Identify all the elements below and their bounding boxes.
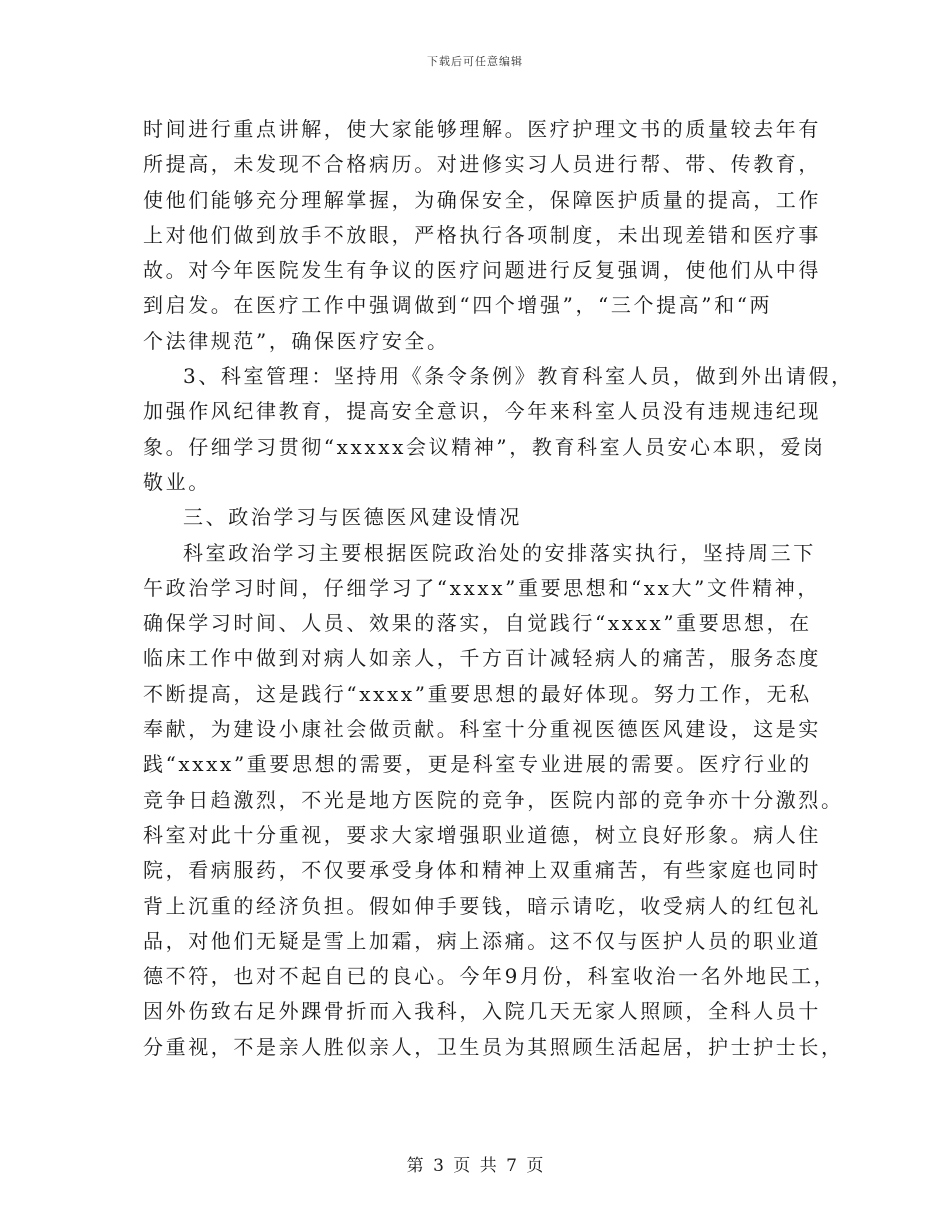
- text-line: 科室对此十分重视，要求大家增强职业道德，树立良好形象。病人住: [143, 822, 821, 847]
- text-line: 三、政治学习与医德医风建设情况: [183, 505, 522, 530]
- text-line: 践“xxxx”重要思想的需要，更是科室专业进展的需要。医疗行业的: [143, 752, 812, 777]
- text-line: 时间进行重点讲解，使大家能够理解。医疗护理文书的质量较去年有: [143, 117, 821, 141]
- text-line: 所提高，未发现不合格病历。对进修实习人员进行帮、带、传教育，: [143, 152, 821, 177]
- text-line: 背上沉重的经济负担。假如伸手要钱，暗示请吃，收受病人的红包礼: [143, 893, 821, 918]
- text-line: 使他们能够充分理解掌握，为确保安全，保障医护质量的提高，工作: [143, 187, 821, 212]
- text-line: 午政治学习时间，仔细学习了“xxxx”重要思想和“xx大”文件精神，: [143, 575, 820, 600]
- text-line: 敬业。: [143, 469, 211, 494]
- text-line: 个法律规范”，确保医疗安全。: [143, 328, 450, 353]
- text-line: 品，对他们无疑是雪上加霜，病上添痛。这不仅与医护人员的职业道: [143, 928, 821, 953]
- text-line: 到启发。在医疗工作中强调做到“四个增强”，“三个提高”和“两: [143, 293, 773, 318]
- text-line: 故。对今年医院发生有争议的医疗问题进行反复强调，使他们从中得: [143, 258, 821, 283]
- text-line: 临床工作中做到对病人如亲人，千方百计减轻病人的痛苦，服务态度: [143, 646, 821, 671]
- text-line: 科室政治学习主要根据医院政治处的安排落实执行，坚持周三下: [183, 540, 816, 565]
- page-header: 下载后可任意编辑: [427, 55, 523, 68]
- document-body: [143, 112, 854, 1065]
- text-line: 不断提高，这是践行“xxxx”重要思想的最好体现。努力工作，无私: [143, 681, 812, 706]
- text-line: 确保学习时间、人员、效果的落实，自觉践行“xxxx”重要思想，在: [143, 611, 812, 636]
- page-footer: 第 3 页 共 7 页: [406, 1156, 544, 1176]
- text-line: 奉献，为建设小康社会做贡献。科室十分重视医德医风建设，这是实: [143, 717, 821, 742]
- text-line: 3、科室管理：坚持用《条令条例》教育科室人员，做到外出请假，: [183, 364, 854, 389]
- text-line: 院，看病服药，不仅要承受身体和精神上双重痛苦，有些家庭也同时: [143, 858, 821, 883]
- text-line: 上对他们做到放手不放眼，严格执行各项制度，未出现差错和医疗事: [143, 222, 821, 247]
- text-line: 象。仔细学习贯彻“xxxxx会议精神”，教育科室人员安心本职，爱岗: [143, 434, 826, 459]
- text-line: 德不符，也对不起自已的良心。今年9月份，科室收治一名外地民工，: [143, 964, 837, 989]
- text-line: 因外伤致右足外踝骨折而入我科，入院几天无家人照顾，全科人员十: [143, 999, 821, 1024]
- text-line: 加强作风纪律教育，提高安全意识，今年来科室人员没有违规违纪现: [143, 399, 821, 424]
- text-line: 竞争日趋激烈，不光是地方医院的竞争，医院内部的竞争亦十分激烈。: [143, 787, 844, 812]
- text-line: 分重视，不是亲人胜似亲人，卫生员为其照顾生活起居，护士护士长，: [143, 1034, 844, 1059]
